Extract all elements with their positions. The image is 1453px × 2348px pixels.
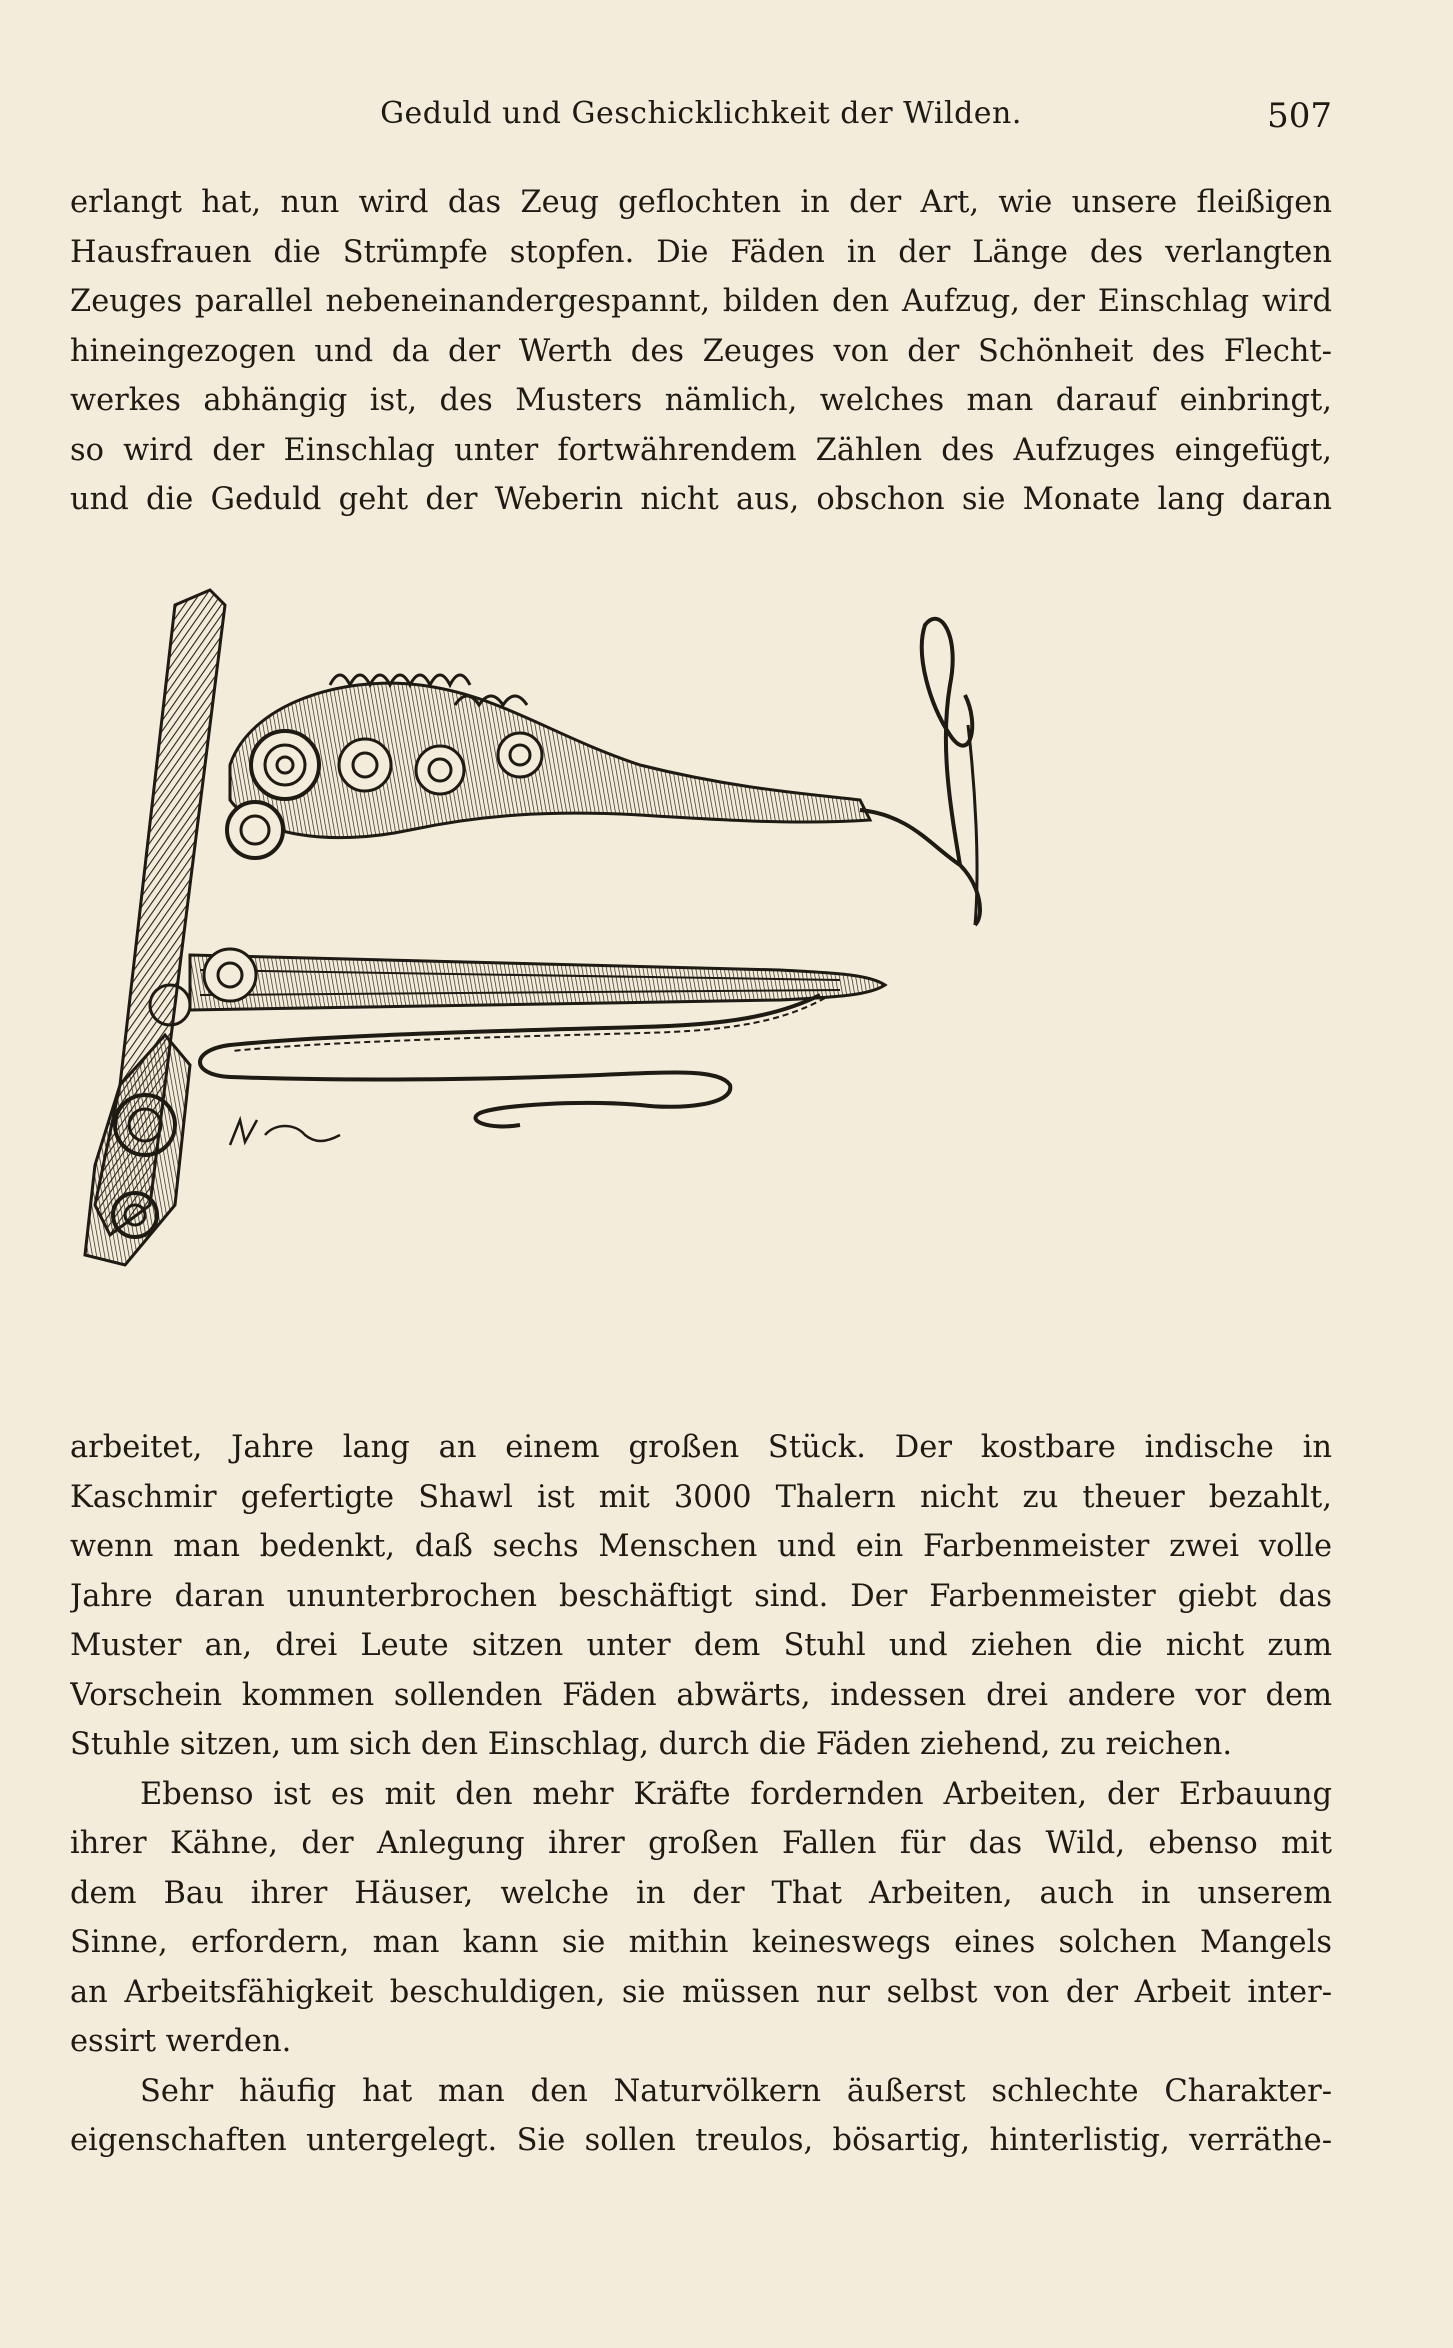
text-line: hineingezogen und da der Werth des Zeuges von der Schönheit des Flecht- — [70, 333, 1332, 369]
text-line: Sinne, erfordern, man kann sie mithin keineswegs eines solchen Mangels — [70, 1925, 1332, 1960]
text-line: Vorschein kommen sollenden Fäden abwärts, indessen drei andere vor dem — [70, 1677, 1332, 1713]
text-line: erlangt hat, nun wird das Zeug geflochten in der Art, wie unsere fleißigen — [70, 185, 1332, 220]
cord-long-lower — [200, 995, 825, 1126]
text-line: ihrer Kähne, der Anlegung ihrer großen Fallen für das Wild, ebenso mit — [70, 1826, 1332, 1861]
carved-shaft-lower — [190, 949, 885, 1010]
text-line: und die Geduld geht der Weberin nicht aus, obschon sie Monate lang daran — [70, 482, 1332, 517]
text-line: an Arbeitsfähigkeit beschuldigen, sie müssen nur selbst von der Arbeit inter- — [70, 1974, 1332, 2010]
text-line: Ebenso ist es mit den mehr Kräfte fordernden Arbeiten, der Erbauung — [140, 1776, 1332, 1812]
page-number: 507 — [1267, 96, 1332, 136]
text-line: wenn man bedenkt, daß sechs Menschen und ein Farbenmeister zwei volle — [70, 1529, 1332, 1564]
text-line: dem Bau ihrer Häuser, welche in der That Arbeiten, auch in unserem — [70, 1875, 1332, 1911]
text-line: so wird der Einschlag unter fortwährendem Zählen des Aufzuges eingefügt, — [70, 432, 1332, 468]
body-text-top — [70, 178, 1332, 525]
text-line: Kaschmir gefertigte Shawl ist mit 3000 Thalern nicht zu theuer bezahlt, — [70, 1479, 1332, 1515]
text-line: werkes abhängig ist, des Musters nämlich, welches man darauf einbringt, — [70, 383, 1332, 418]
text-line: Sehr häufig hat man den Naturvölkern äußerst schlechte Charakter- — [140, 2073, 1332, 2109]
text-line: eigenschaften untergelegt. Sie sollen treulos, bösartig, hinterlistig, verräthe- — [70, 2123, 1332, 2158]
cord-loop-right — [860, 619, 980, 925]
text-line: arbeitet, Jahre lang an einem großen Stück. Der kostbare indische in — [70, 1430, 1332, 1465]
running-head — [70, 96, 1332, 140]
carved-club-upper — [227, 675, 870, 858]
body-text-bottom — [70, 1423, 1332, 2166]
carved-handle-vertical — [85, 590, 225, 1265]
illustration-carved-handles — [80, 565, 1320, 1365]
text-line: Muster an, drei Leute sitzen unter dem Stuhl und ziehen die nicht zum — [70, 1628, 1332, 1663]
engraving-svg — [80, 565, 1320, 1365]
text-line: essirt werden. — [70, 2024, 292, 2059]
text-line: Zeuges parallel nebeneinandergespannt, bilden den Aufzug, der Einschlag wird — [70, 284, 1332, 319]
text-line: Stuhle sitzen, um sich den Einschlag, durch die Fäden ziehend, zu reichen. — [70, 1727, 1233, 1762]
text-line: Hausfrauen die Strümpfe stopfen. Die Fäden in der Länge des verlangten — [70, 234, 1332, 270]
text-line: Jahre daran ununterbrochen beschäftigt sind. Der Farbenmeister giebt das — [70, 1578, 1332, 1614]
engraver-signature — [230, 1120, 340, 1145]
running-title: Geduld und Geschicklichkeit der Wilden. — [380, 96, 1022, 131]
